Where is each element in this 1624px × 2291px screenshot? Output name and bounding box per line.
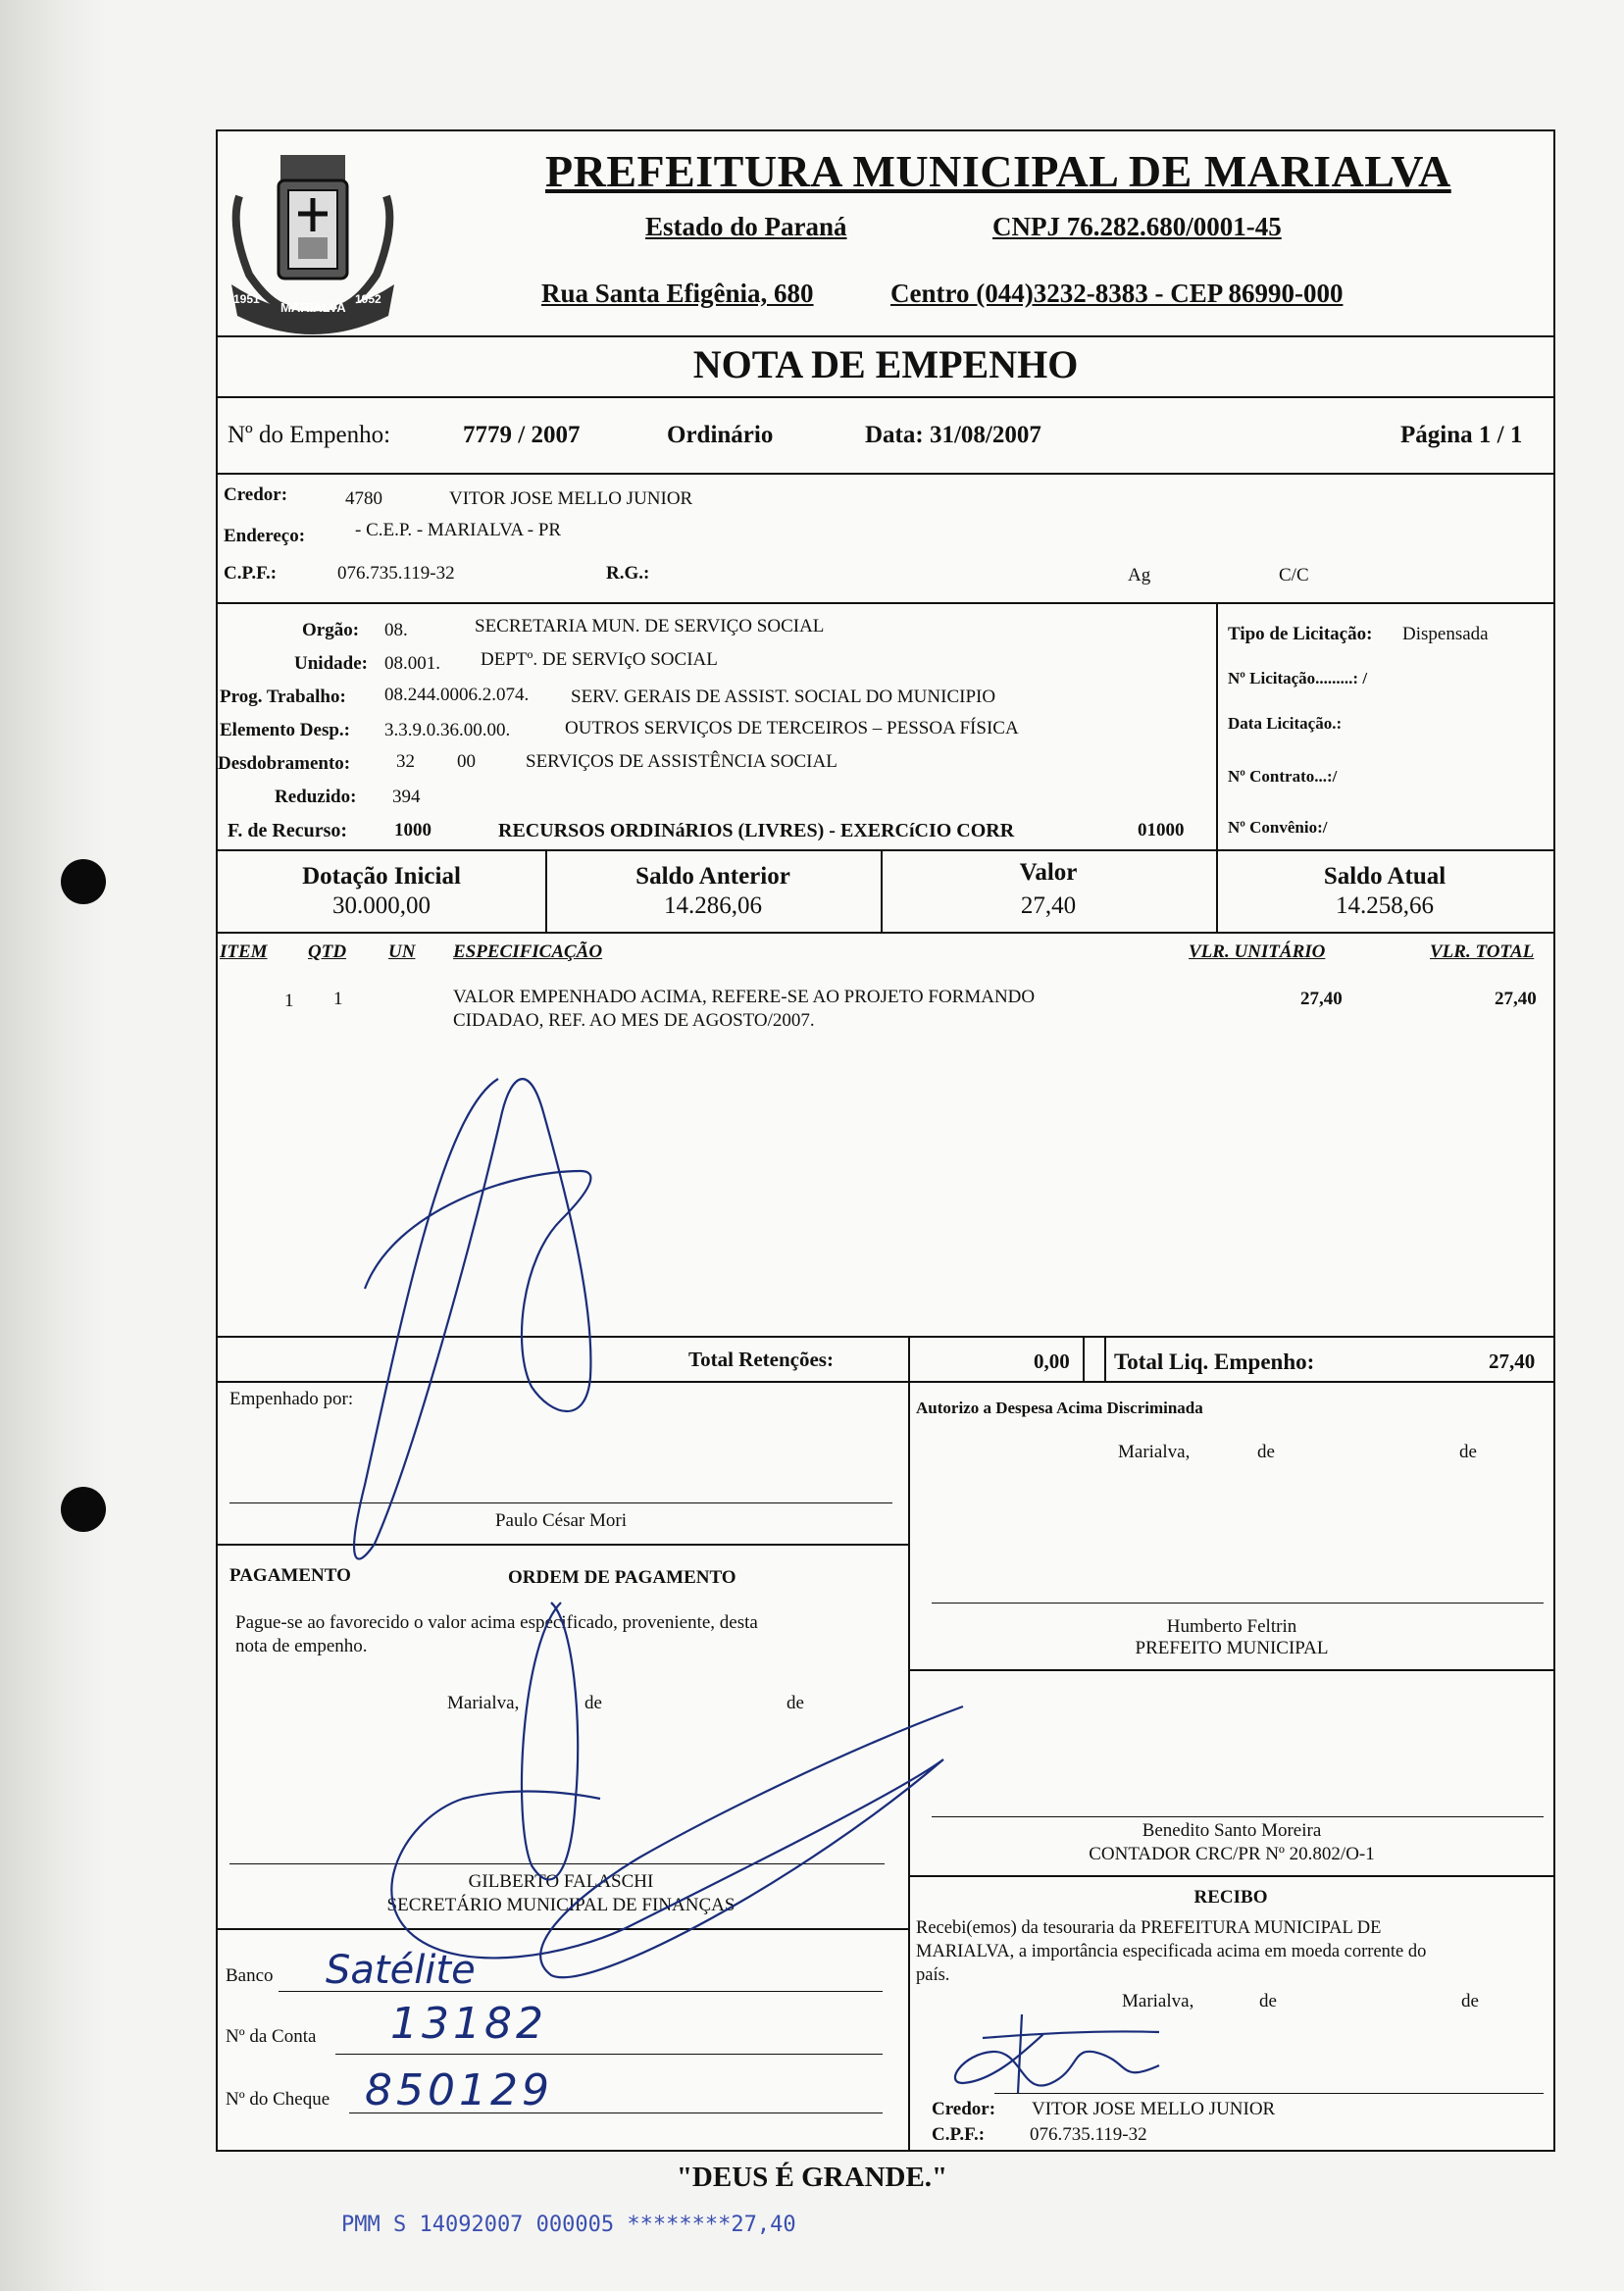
cheque-label: Nº do Cheque (226, 2089, 330, 2110)
secretario-name: GILBERTO FALASCHI (468, 1871, 654, 1892)
col-un: UN (388, 942, 416, 962)
municipality-title: PREFEITURA MUNICIPAL DE MARIALVA (545, 146, 1451, 196)
col-valor-total: VLR. TOTAL (1430, 942, 1535, 962)
desdobramento-code2: 00 (457, 751, 476, 772)
credor-code: 4780 (345, 488, 382, 509)
seal-year-right: 1952 (355, 292, 381, 306)
orgao-label: Orgão: (302, 620, 360, 640)
signature-secretario (391, 1706, 963, 1977)
dotacao-inicial: 30.000,00 (332, 892, 431, 919)
total-retencoes-label: Total Retenções: (688, 1348, 834, 1371)
ordem-pagamento-label: ORDEM DE PAGAMENTO (508, 1567, 736, 1588)
recibo-de-2: de (1461, 1991, 1479, 2011)
numero-contrato: Nº Contrato...:/ (1228, 767, 1338, 786)
unidade-code: 08.001. (384, 653, 440, 674)
desdobramento-label: Desdobramento: (218, 753, 351, 774)
prog-trabalho-code: 08.244.0006.2.074. (384, 685, 530, 705)
signature-ordem-loop (522, 1603, 578, 1880)
numero-convenio: Nº Convênio:/ (1228, 818, 1328, 837)
credor-name: VITOR JOSE MELLO JUNIOR (449, 488, 693, 509)
item-description-line1: VALOR EMPENHADO ACIMA, REFERE-SE AO PROJETO FORMANDO (453, 987, 1036, 1007)
address-details: Centro (044)3232-8383 - CEP 86990-000 (890, 279, 1344, 308)
cheque-handwritten: 850129 (365, 2065, 553, 2115)
contador-role: CONTADOR CRC/PR Nº 20.802/O-1 (1089, 1844, 1375, 1864)
item-description-line2: CIDADAO, REF. AO MES DE AGOSTO/2007. (453, 1010, 815, 1031)
desdobramento-code: 32 (396, 751, 415, 772)
recibo-text-line1: Recebi(emos) da tesouraria da PREFEITURA MUNICIPAL DE (916, 1918, 1382, 1938)
item-unit-value: 27,40 (1300, 989, 1343, 1009)
punch-hole-top (61, 859, 106, 904)
fonte-recurso-label: F. de Recurso: (228, 820, 348, 841)
col-qtd: QTD (308, 942, 347, 962)
dotacao-inicial-label: Dotação Inicial (302, 863, 461, 890)
cpf-label: C.P.F.: (224, 563, 278, 584)
empenhado-por-label: Empenhado por: (229, 1389, 354, 1409)
recibo-cpf-label: C.P.F.: (932, 2124, 986, 2145)
valor: 27,40 (1020, 892, 1077, 919)
conta-label: Nº da Conta (226, 2026, 317, 2047)
pagamento-city: Marialva, (447, 1693, 520, 1713)
signature-recibo (955, 2014, 1159, 2093)
state-name: Estado do Paraná (645, 212, 847, 241)
credor-label: Credor: (224, 484, 288, 505)
saldo-atual-label: Saldo Atual (1323, 863, 1446, 890)
orgao-name: SECRETARIA MUN. DE SERVIÇO SOCIAL (475, 616, 825, 636)
document-title: NOTA DE EMPENHO (692, 342, 1079, 386)
banco-handwritten: Satélite (326, 1948, 476, 1993)
saldo-anterior: 14.286,06 (664, 892, 762, 919)
prefeito-role: PREFEITO MUNICIPAL (1135, 1638, 1329, 1658)
reduzido-code: 394 (392, 787, 421, 807)
recibo-label: RECIBO (1193, 1887, 1268, 1908)
data-licitacao: Data Licitação.: (1228, 714, 1343, 733)
item-qtd: 1 (333, 989, 343, 1009)
page-number: Página 1 / 1 (1400, 422, 1523, 448)
prefeito-name: Humberto Feltrin (1166, 1616, 1297, 1637)
total-retencoes: 0,00 (1034, 1349, 1070, 1373)
cnpj: CNPJ 76.282.680/0001-45 (992, 212, 1282, 241)
item-number: 1 (284, 991, 294, 1011)
pagamento-text-line2: nota de empenho. (235, 1636, 368, 1656)
cc-label: C/C (1279, 565, 1309, 585)
recibo-credor-label: Credor: (932, 2099, 996, 2119)
col-item: ITEM (220, 942, 268, 962)
ag-label: Ag (1128, 565, 1151, 585)
autorizo-label: Autorizo a Despesa Acima Discriminada (916, 1399, 1203, 1417)
recibo-text-line3: país. (916, 1965, 950, 1985)
empenhado-por-name: Paulo César Mori (494, 1510, 628, 1531)
empenho-type: Ordinário (667, 422, 774, 448)
municipal-coat-of-arms (220, 137, 406, 343)
elemento-name: OUTROS SERVIÇOS DE TERCEIROS – PESSOA FÍSICA (565, 718, 1019, 738)
punch-hole-bottom (61, 1487, 106, 1532)
recibo-de-1: de (1259, 1991, 1277, 2011)
fonte-recurso-code2: 01000 (1138, 820, 1185, 840)
endereco-label: Endereço: (224, 526, 306, 546)
total-liquido: 27,40 (1489, 1349, 1536, 1373)
prog-trabalho-name: SERV. GERAIS DE ASSIST. SOCIAL DO MUNICIPIO (571, 687, 996, 707)
orgao-code: 08. (384, 620, 408, 640)
street-address: Rua Santa Efigênia, 680 (541, 279, 814, 308)
autorizo-de-1: de (1257, 1442, 1275, 1462)
desdobramento-name: SERVIÇOS DE ASSISTÊNCIA SOCIAL (526, 751, 837, 772)
empenho-number: 7779 / 2007 (463, 422, 581, 448)
mechanical-stamp: PMM S 14092007 000005 ********27,40 (341, 2213, 796, 2237)
recibo-credor-name: VITOR JOSE MELLO JUNIOR (1032, 2099, 1276, 2119)
empenho-date: Data: 31/08/2007 (865, 422, 1041, 448)
banco-label: Banco (226, 1965, 274, 1986)
pagamento-label: PAGAMENTO (229, 1565, 351, 1586)
fonte-recurso-code: 1000 (394, 820, 431, 840)
seal-year-left: 1951 (233, 292, 260, 306)
elemento-code: 3.3.9.0.36.00.00. (384, 720, 511, 740)
prog-trabalho-label: Prog. Trabalho: (220, 687, 346, 707)
tipo-licitacao-label: Tipo de Licitação: (1228, 624, 1373, 644)
credor-cpf: 076.735.119-32 (337, 563, 455, 584)
fonte-recurso-name: RECURSOS ORDINáRIOS (LIVRES) - EXERCíCIO CORR (498, 820, 1015, 841)
tipo-licitacao: Dispensada (1402, 624, 1489, 644)
credor-address: - C.E.P. - MARIALVA - PR (355, 520, 562, 540)
unidade-label: Unidade: (294, 653, 368, 674)
autorizo-city: Marialva, (1118, 1442, 1191, 1462)
item-total-value: 27,40 (1495, 989, 1537, 1009)
valor-label: Valor (1019, 859, 1078, 886)
empenho-number-label: Nº do Empenho: (228, 422, 391, 448)
total-liquido-label: Total Liq. Empenho: (1114, 1349, 1315, 1374)
elemento-label: Elemento Desp.: (220, 720, 350, 740)
saldo-anterior-label: Saldo Anterior (635, 863, 790, 890)
autorizo-de-2: de (1459, 1442, 1477, 1462)
pagamento-de-2: de (787, 1693, 804, 1713)
numero-licitacao: Nº Licitação.........: / (1228, 669, 1368, 687)
secretario-role: SECRETÁRIO MUNICIPAL DE FINANÇAS (386, 1895, 736, 1915)
unidade-name: DEPTº. DE SERVIçO SOCIAL (481, 649, 718, 670)
pagamento-text-line1: Pague-se ao favorecido o valor acima especificado, proveniente, desta (235, 1612, 758, 1633)
recibo-city: Marialva, (1122, 1991, 1194, 2011)
signature-empenhado (354, 1079, 590, 1559)
conta-handwritten: 13182 (390, 1999, 547, 2049)
pagamento-de-1: de (584, 1693, 602, 1713)
rg-label: R.G.: (606, 563, 650, 584)
footer-motto: "DEUS É GRANDE." (676, 2162, 948, 2193)
seal-banner: MARIALVA (280, 300, 346, 315)
col-especificacao: ESPECIFICAÇÃO (453, 942, 603, 962)
reduzido-label: Reduzido: (275, 787, 357, 807)
recibo-text-line2: MARIALVA, a importância especificada acima em moeda corrente do (916, 1942, 1427, 1961)
empenho-form (216, 129, 1555, 2152)
recibo-cpf: 076.735.119-32 (1030, 2124, 1147, 2145)
contador-name: Benedito Santo Moreira (1142, 1820, 1322, 1841)
paper-edge-shadow (0, 0, 108, 2291)
col-valor-unitario: VLR. UNITÁRIO (1189, 942, 1326, 962)
saldo-atual: 14.258,66 (1336, 892, 1434, 919)
